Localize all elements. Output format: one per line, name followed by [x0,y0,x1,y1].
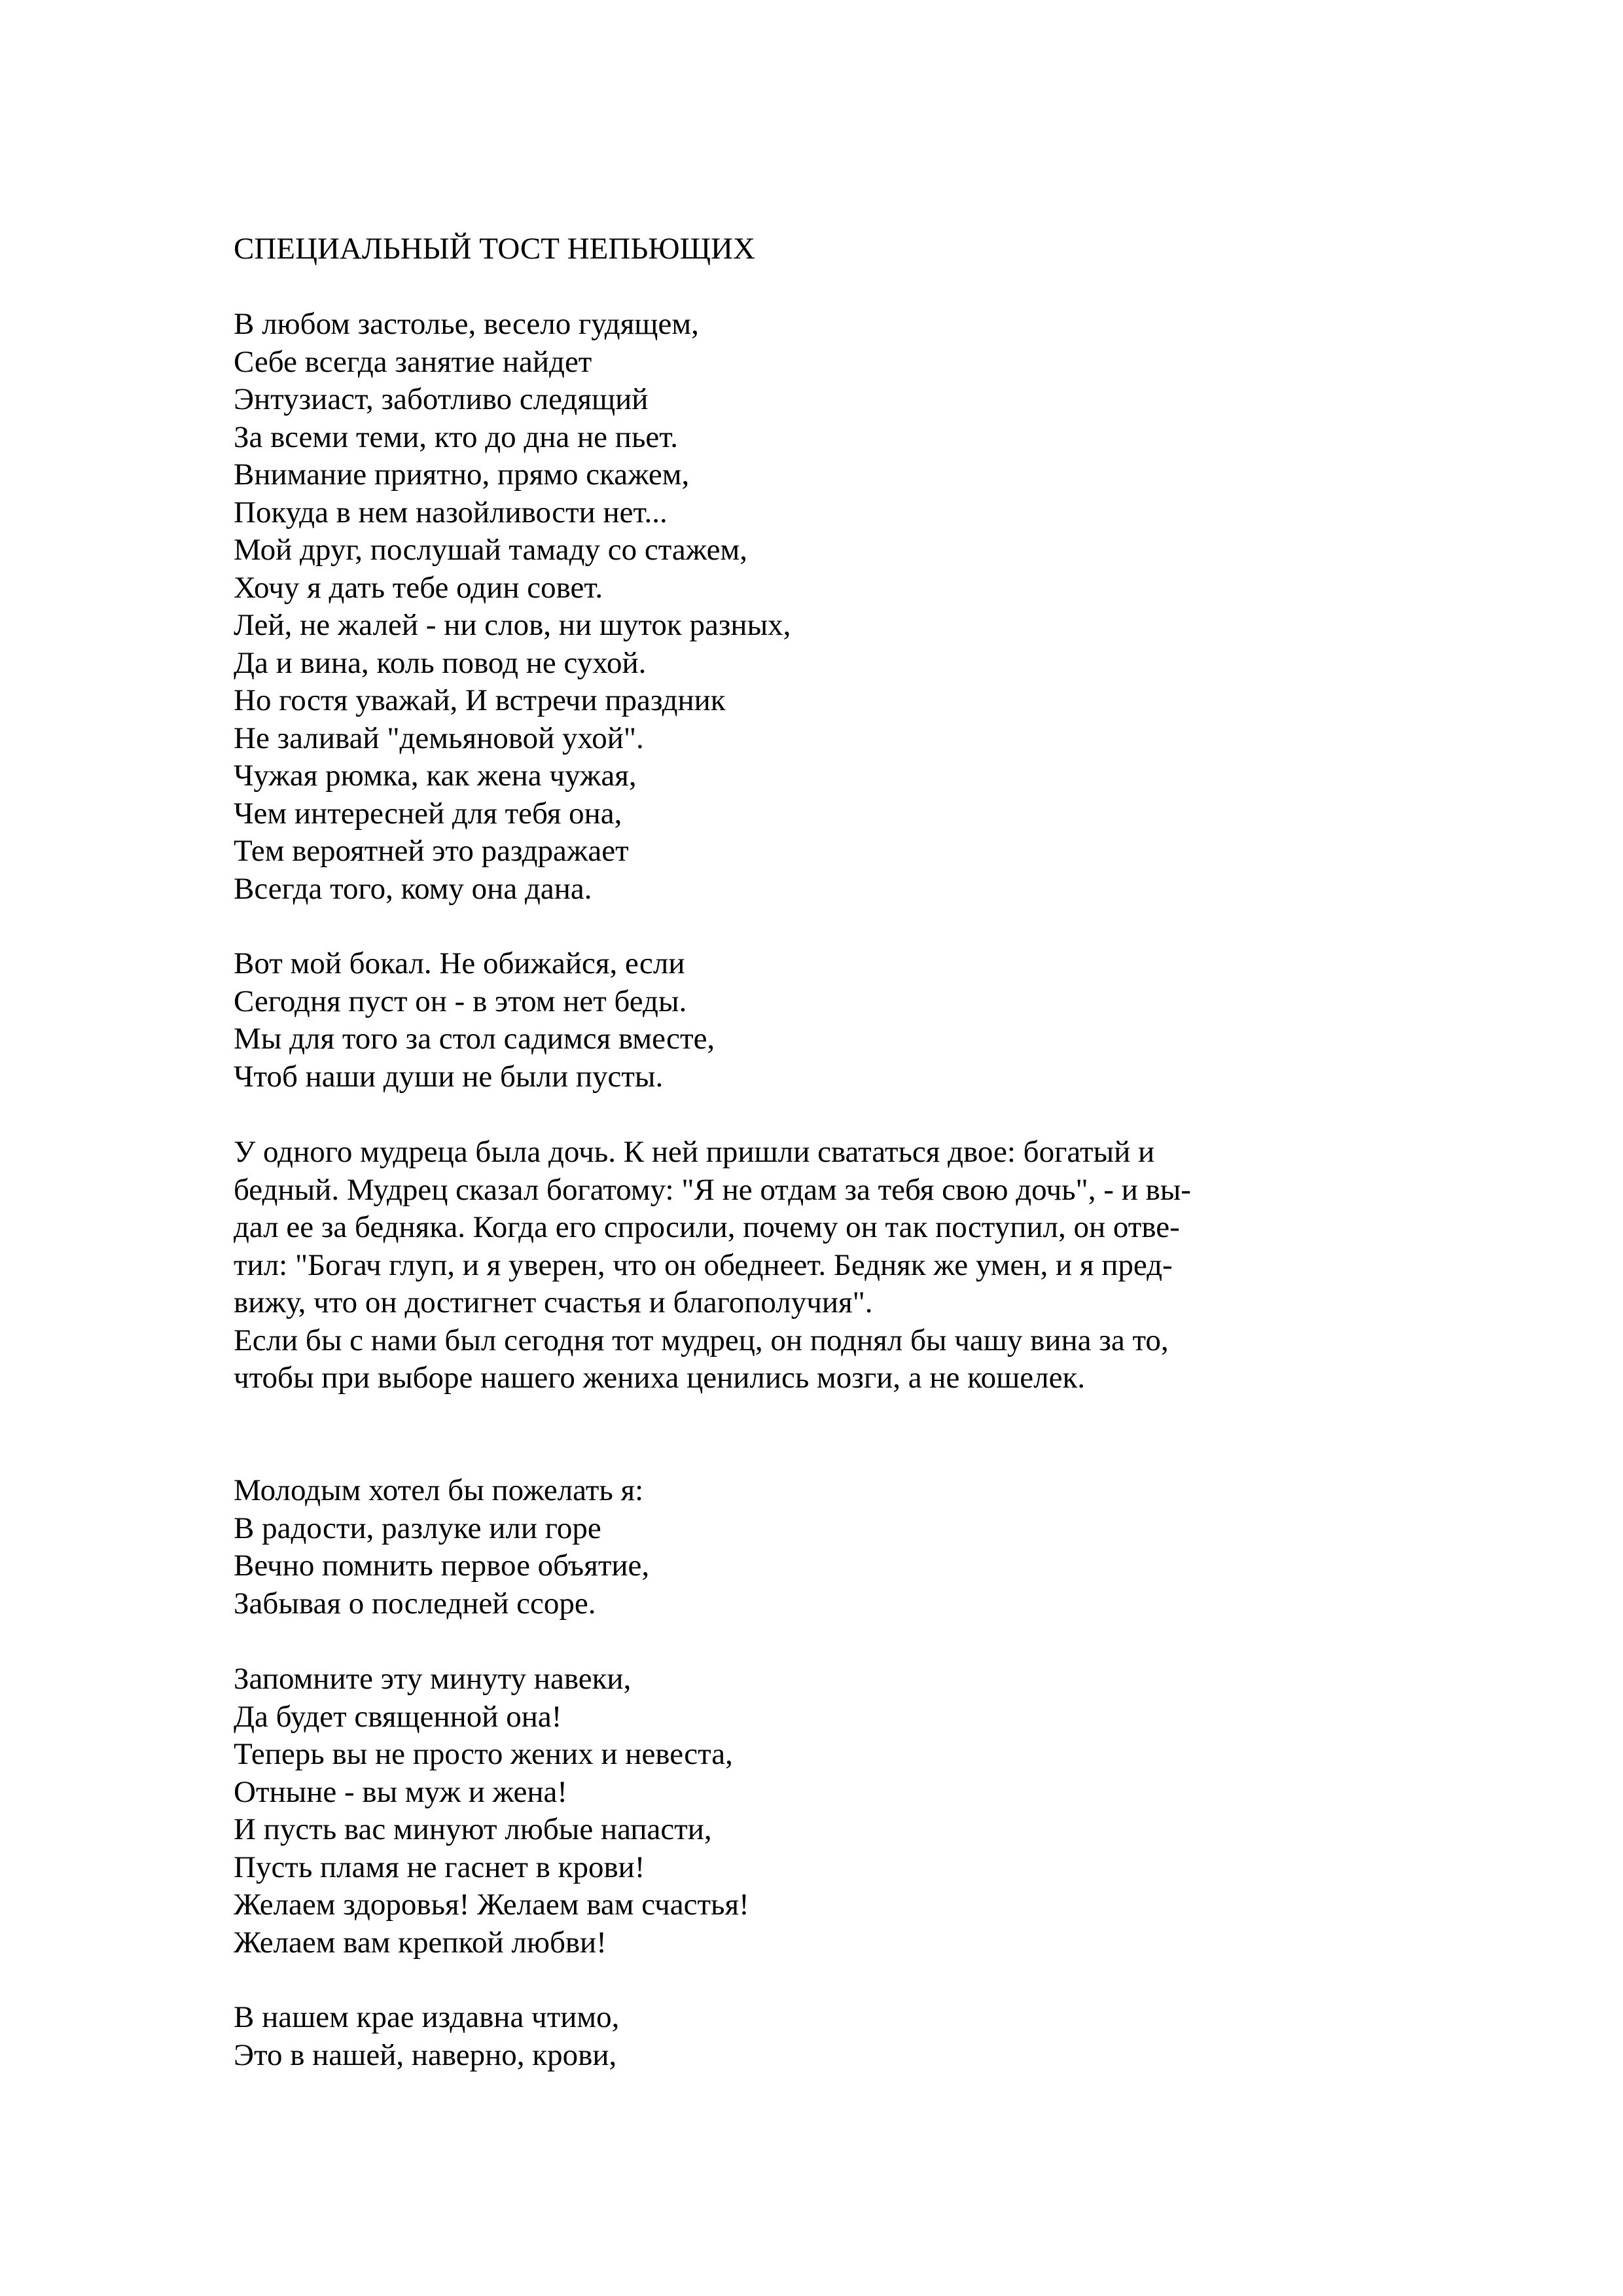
poem-stanza-5 [234,1999,1281,2074]
text-line: И пусть вас минуют любые напасти, [234,1812,712,1846]
text-line: Чем интересней для тебя она, [234,796,622,831]
text-line: Себе всегда занятие найдет [234,344,592,379]
text-line: Это в нашей, наверно, крови, [234,2037,617,2072]
text-line: Желаем здоровья! Желаем вам счастья! [234,1888,749,1922]
text-line: Хочу я дать тебе один совет. [234,570,603,605]
text-line: Всегда того, кому она дана. [234,871,592,906]
text-line: Пусть пламя не гаснет в крови! [234,1850,645,1884]
text-line: Тем вероятней это раздражает [234,834,629,868]
text-line: В нашем крае издавна чтимо, [234,2000,620,2034]
text-line: Желаем вам крепкой любви! [234,1925,607,1960]
text-line: дал ее за бедняка. Когда его спросили, почему он так поступил, он отве- [234,1210,1180,1244]
text-line: Внимание приятно, прямо скажем, [234,457,690,492]
text-line: Отныне - вы муж и жена! [234,1774,568,1809]
text-line: Но гостя уважай, И встречи праздник [234,683,726,717]
text-line: тил: "Богач глуп, и я уверен, что он обеднеет. Бедняк же умен, и я пред- [234,1247,1173,1282]
text-line: Покуда в нем назойливости нет... [234,495,668,529]
text-line: Энтузиаст, заботливо следящий [234,382,649,416]
text-line: Запомните эту минуту навеки, [234,1662,632,1696]
text-line: В любом застолье, весело гудящем, [234,307,699,341]
poem-stanza-3 [234,1472,1281,1623]
text-line: У одного мудреца была дочь. К ней пришли свататься двое: богатый и [234,1135,1155,1169]
text-line: Мой друг, послушай тамаду со стажем, [234,533,747,567]
text-line: Если бы с нами был сегодня тот мудрец, он поднял бы чашу вина за то, [234,1323,1169,1357]
text-line: Чужая рюмка, как жена чужая, [234,759,637,793]
text-line: чтобы при выборе нашего жениха ценились мозги, а не кошелек. [234,1361,1086,1395]
text-line: За всеми теми, кто до дна не пьет. [234,420,678,454]
text-line: Вот мой бокал. Не обижайся, если [234,946,685,980]
text-line: Теперь вы не просто жених и невеста, [234,1737,733,1771]
text-line: Чтоб наши души не были пусты. [234,1059,664,1094]
text-line: Молодым хотел бы пожелать я: [234,1473,644,1507]
text-line: бедный. Мудрец сказал богатому: "Я не отдам за тебя свою дочь", - и вы- [234,1172,1191,1207]
text-line: Вечно помнить первое объятие, [234,1549,650,1583]
text-line: Забывая о последней ссоре. [234,1586,596,1621]
text-line: Мы для того за стол садимся вместе, [234,1022,715,1056]
poem-stanza-2 [234,945,1281,1096]
text-line: вижу, что он достигнет счастья и благополучия". [234,1285,873,1319]
poem-stanza-1 [234,306,1281,908]
poem-stanza-4 [234,1660,1281,1962]
text-line: Да и вина, коль повод не сухой. [234,645,647,680]
text-line: В радости, разлуке или горе [234,1511,601,1545]
text-line: Лей, не жалей - ни слов, ни шуток разных, [234,608,791,642]
text-line: Не заливай "демьяновой ухой". [234,721,644,755]
text-line: Да будет священной она! [234,1699,562,1734]
text-line: Сегодня пуст он - в этом нет беды. [234,984,687,1018]
document-title: СПЕЦИАЛЬНЫЙ ТОСТ НЕПЬЮЩИХ [234,232,755,266]
prose-paragraph [234,1134,1281,1397]
